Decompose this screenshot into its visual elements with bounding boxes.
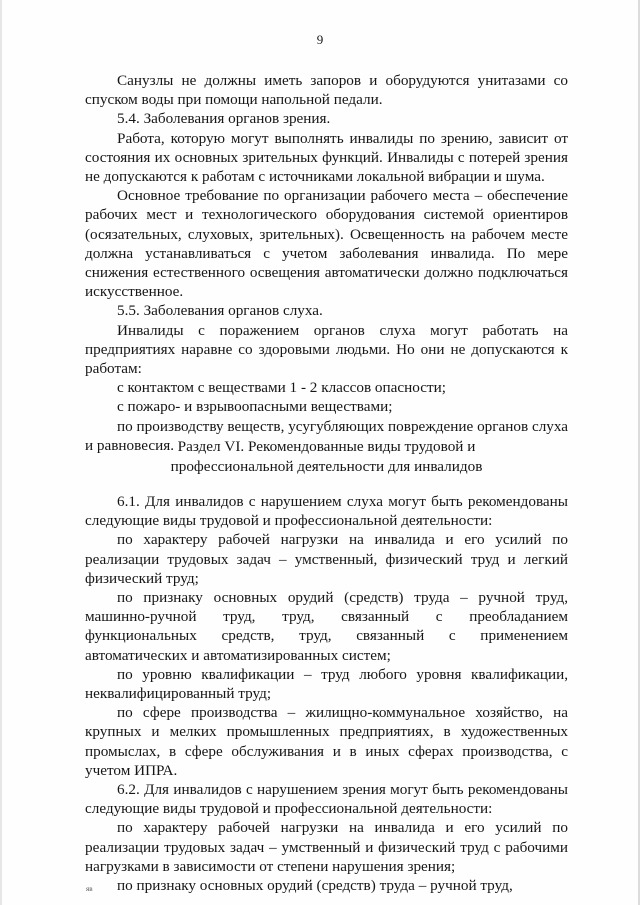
list-item: с пожаро- и взрывоопасными веществами; <box>117 398 393 416</box>
list-item: по характеру рабочей нагрузки на инвалида и его усилий по реализации трудовых задач – умственный и физический труд с рабочими нагрузками в зависимости от степени нарушения зрения; <box>85 819 568 875</box>
section-heading-line-1: Раздел VI. Рекомендованные виды трудовой и <box>177 438 476 455</box>
section-heading <box>85 437 568 476</box>
section-5-text <box>85 71 568 455</box>
paragraph: Основное требование по организации рабочего места – обеспечение рабочих мест и технологического оборудования системой ориентиров (осязательных, слуховых, зрительных). Освещенность на рабочем месте должна устанавливаться с учетом заболевания инвалида. По мере снижения естественного освещения автоматически должно подключаться искусственное. <box>85 187 568 301</box>
footer-mark: яв <box>86 885 93 893</box>
subsection-title: 5.4. Заболевания органов зрения. <box>117 110 331 128</box>
section-6-text <box>85 492 568 895</box>
subsection-title: 5.5. Заболевания органов слуха. <box>117 302 323 320</box>
list-item: с контактом с веществами 1 - 2 классов опасности; <box>117 379 446 397</box>
paragraph: 6.1. Для инвалидов с нарушением слуха могут быть рекомендованы следующие виды трудовой и профессиональной деятельности: <box>85 493 568 530</box>
paragraph: Инвалиды с поражением органов слуха могут работать на предприятиях наравне со здоровыми людьми. Но они не допускаются к работам: <box>85 321 568 378</box>
paragraph: 6.2. Для инвалидов с нарушением зрения могут быть рекомендованы следующие виды трудовой и профессиональной деятельности: <box>85 781 568 818</box>
scan-edge-left <box>0 0 2 905</box>
section-heading-line-2: профессиональной деятельности для инвалидов <box>170 457 483 475</box>
list-item: по уровню квалификации – труд любого уровня квалификации, неквалифицированный труд; <box>85 665 568 703</box>
list-item: по производству веществ, усугубляющих повреждение органов слуха и равновесия. <box>85 417 568 454</box>
list-item: по признаку основных орудий (средств) труда – ручной труд, <box>117 877 513 895</box>
page-number: 9 <box>316 32 324 47</box>
paragraph: Санузлы не должны иметь запоров и оборудуются унитазами со спуском воды при помощи напольной педали. <box>85 72 568 109</box>
paragraph: Работа, которую могут выполнять инвалиды по зрению, зависит от состояния их основных зрительных функций. Инвалиды с потерей зрения не допускаются к работам с источниками локальной вибрации и шума. <box>85 129 568 186</box>
list-item: по сфере производства – жилищно-коммунальное хозяйство, на крупных и мелких промышленных предприятиях, в художественных промыслах, в сфере обслуживания и в иных сферах производства, с учетом ИПРА. <box>85 704 568 779</box>
list-item: по характеру рабочей нагрузки на инвалида и его усилий по реализации трудовых задач – умственный, физический труд и легкий физический труд; <box>85 531 568 587</box>
list-item: по признаку основных орудий (средств) труда – ручной труд, машинно-ручной труд, труд, связанный с преобладанием функциональных средств, труд, связанный с применением автоматических и автоматизированных систем; <box>85 589 568 664</box>
